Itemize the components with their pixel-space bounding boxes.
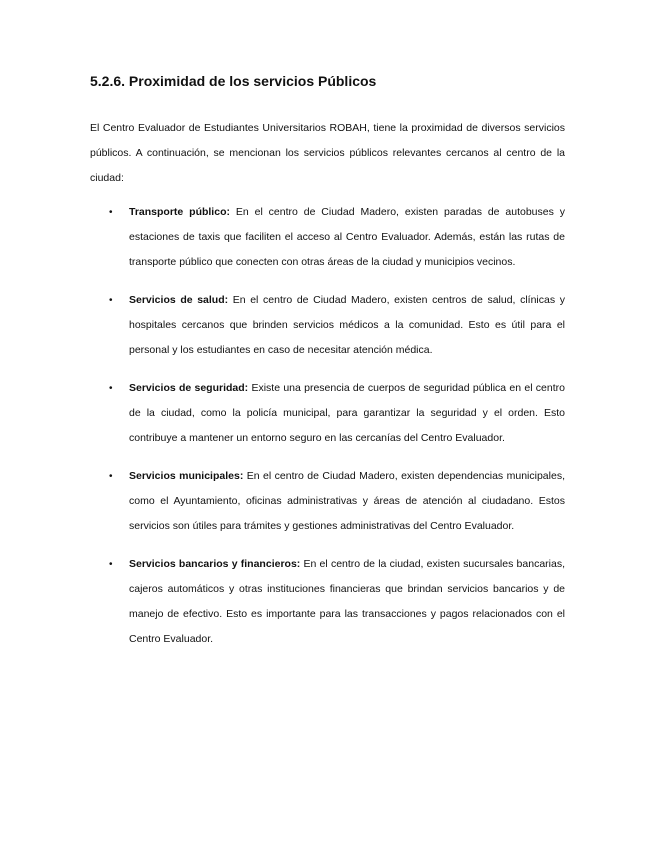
bullet-icon: • [109, 471, 113, 482]
section-heading: 5.2.6. Proximidad de los servicios Públicos [90, 73, 377, 89]
bullet-icon: • [109, 295, 113, 306]
bullet-icon: • [109, 383, 113, 394]
list-item [90, 376, 565, 451]
services-list [90, 200, 565, 665]
item-text: Existe una presencia de cuerpos de seguridad pública en el centro de la ciudad, como la policía municipal, para garantizar la seguridad y el orden. Esto contribuye a mantener un entorno seguro en las cercanías del Centro Evaluador. [129, 382, 565, 444]
item-text: En el centro de Ciudad Madero, existen centros de salud, clínicas y hospitales cercanos que brinden servicios médicos a la comunidad. Esto es útil para el personal y los estudiantes en caso de necesitar atención médica. [129, 294, 565, 356]
item-title: Servicios de salud: [129, 294, 229, 306]
list-item [90, 464, 565, 539]
bullet-icon: • [109, 207, 113, 218]
item-text: En el centro de Ciudad Madero, existen dependencias municipales, como el Ayuntamiento, oficinas administrativas y áreas de atención al ciudadano. Estos servicios son útiles para trámites y gestiones administrativas del Centro Evaluador. [129, 470, 565, 532]
item-title: Servicios municipales: [129, 470, 244, 482]
item-title: Servicios de seguridad: [129, 382, 249, 394]
item-title: Transporte público: [129, 206, 230, 218]
item-text: En el centro de Ciudad Madero, existen paradas de autobuses y estaciones de taxis que faciliten el acceso al Centro Evaluador. Además, están las rutas de transporte público que conecten con otras áreas de la ciudad y municipios vecinos. [129, 206, 565, 268]
list-item [90, 200, 565, 275]
item-text: En el centro de la ciudad, existen sucursales bancarias, cajeros automáticos y otras instituciones financieras que brindan servicios bancarios y de manejo de efectivo. Esto es importante para las transacciones y pagos relacionados con el Centro Evaluador. [129, 558, 565, 645]
list-item [90, 288, 565, 363]
item-title: Servicios bancarios y financieros: [129, 558, 301, 570]
intro-paragraph: El Centro Evaluador de Estudiantes Universitarios ROBAH, tiene la proximidad de diversos servicios públicos. A continuación, se mencionan los servicios públicos relevantes cercanos al centro de la ciudad: [90, 122, 565, 184]
bullet-icon: • [109, 559, 113, 570]
list-item [90, 552, 565, 652]
